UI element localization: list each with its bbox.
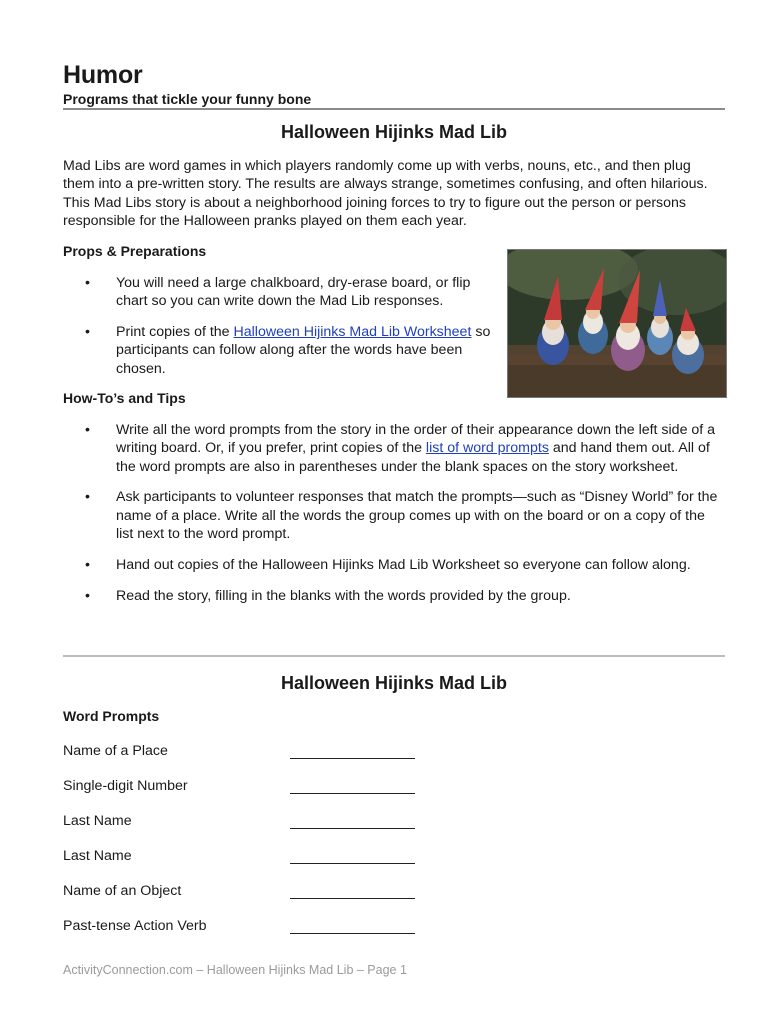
section-title: Humor (63, 61, 143, 89)
list-item-text: You will need a large chalkboard, dry-erase board, or flip chart so you can write down the Mad Lib responses. (116, 275, 471, 310)
document-title: Halloween Hijinks Mad Lib (280, 122, 508, 142)
prompt-label: Last Name (63, 813, 132, 829)
prompt-blank[interactable] (290, 828, 415, 829)
list-item (63, 556, 725, 574)
word-prompts-heading: Word Prompts (63, 708, 160, 724)
prompt-blank[interactable] (290, 863, 415, 864)
list-item-text-post: and hand them out. All of the word prompts are also in parentheses under the blank spaces on the story worksheet. (116, 440, 710, 475)
prompt-row (63, 883, 463, 903)
page-footer: ActivityConnection.com – Halloween Hijinks Mad Lib – Page 1 (63, 963, 407, 977)
list-item-text: Hand out copies of the Halloween Hijinks Mad Lib Worksheet so everyone can follow along. (116, 556, 691, 573)
worksheet-title: Halloween Hijinks Mad Lib (280, 673, 508, 693)
prompt-row (63, 848, 463, 868)
prompt-label: Single-digit Number (63, 778, 188, 794)
garden-gnomes-photo (507, 249, 727, 398)
prompt-row (63, 778, 463, 798)
prompt-row (63, 813, 463, 833)
list-item-text: Ask participants to volunteer responses that match the prompts—such as “Disney World” for the name of a place. Write all the words the group comes up with on the board or on a copy of the list next to the word prompt. (116, 489, 718, 542)
prompt-blank[interactable] (290, 933, 415, 934)
tips-list (63, 421, 725, 617)
list-item-text: Read the story, filling in the blanks with the words provided by the group. (116, 587, 571, 604)
list-item (63, 274, 498, 311)
tips-heading: How-To’s and Tips (63, 390, 186, 406)
prompt-label: Last Name (63, 848, 132, 864)
props-list (63, 274, 498, 390)
bullet-icon: • (85, 422, 90, 438)
list-item-text-pre: Write all the word prompts from the story in the order of their appearance down the left side of a writing board. Or, if you prefer, print copies of the (116, 422, 716, 457)
bullet-icon: • (85, 275, 90, 291)
prompt-label: Name of a Place (63, 743, 168, 759)
props-heading: Props & Preparations (63, 243, 207, 259)
prompt-blank[interactable] (290, 898, 415, 899)
list-item (63, 488, 725, 543)
bullet-icon: • (85, 556, 90, 573)
list-item (63, 587, 725, 605)
prompt-row (63, 743, 463, 763)
prompt-label: Name of an Object (63, 883, 182, 899)
intro-paragraph: Mad Libs are word games in which players randomly come up with verbs, nouns, etc., and then plug them into a pre-written story. The results are always strange, sometimes confusing, and often hilarious. This Mad Libs story is about a neighborhood joining forces to try to figure out the person or persons responsible for the Halloween pranks played on them each year. (63, 158, 708, 229)
bullet-icon: • (85, 324, 90, 341)
section-subtitle: Programs that tickle your funny bone (63, 91, 312, 107)
prompt-blank[interactable] (290, 758, 415, 759)
garden-gnomes-illustration (508, 250, 726, 397)
section-divider (63, 655, 725, 657)
list-item (63, 323, 498, 378)
header-divider (63, 108, 725, 110)
bullet-icon: • (85, 587, 90, 604)
list-item-text-pre: Print copies of the (116, 324, 234, 341)
prompt-row (63, 918, 463, 938)
list-item (63, 421, 725, 476)
prompt-label: Past-tense Action Verb (63, 918, 207, 934)
bullet-icon: • (85, 489, 90, 506)
worksheet-link[interactable]: Halloween Hijinks Mad Lib Worksheet (233, 324, 472, 341)
prompt-blank[interactable] (290, 793, 415, 794)
word-prompts-link[interactable]: list of word prompts (425, 440, 549, 457)
list-item-text-post: so participants can follow along after the words have been chosen. (116, 324, 491, 377)
